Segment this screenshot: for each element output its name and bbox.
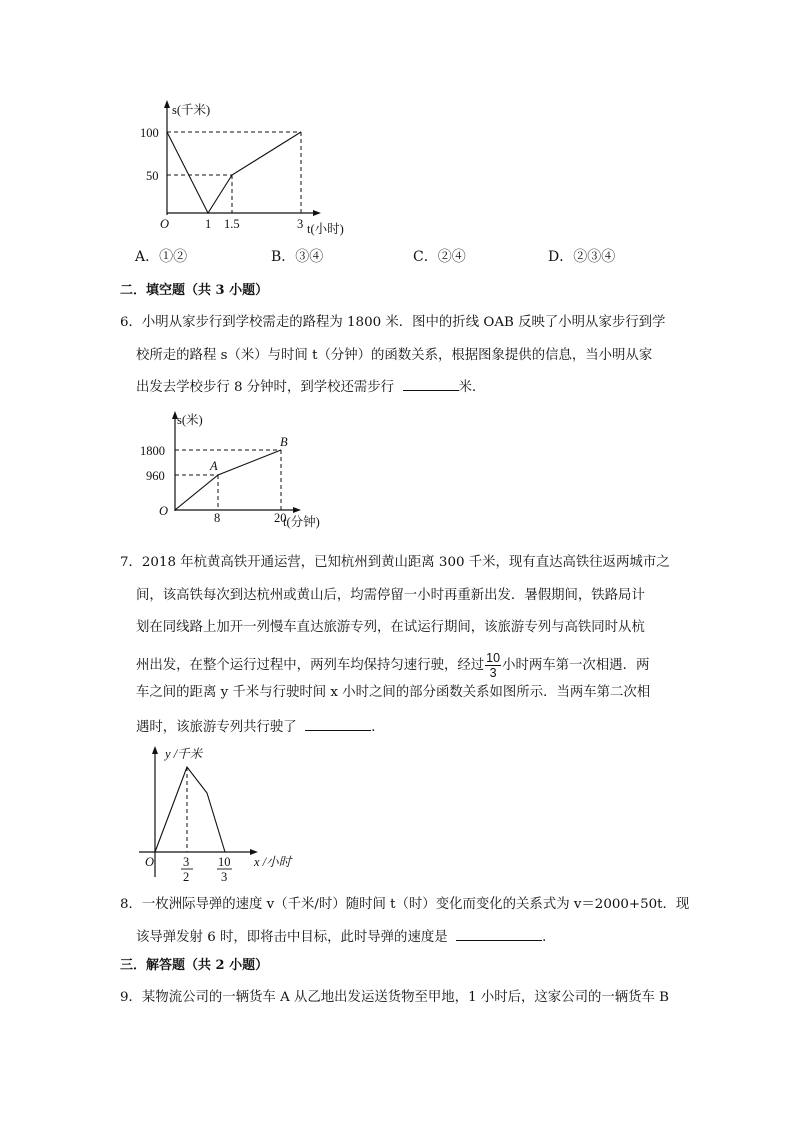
origin-label: O: [145, 855, 155, 869]
y-axis-arrow-icon: [152, 746, 158, 754]
q7-text: 遇时，该旅游专列共行驶了: [136, 720, 297, 735]
q8-line: 8．一枚洲际导弹的速度 v（千米/时）随时间 t（时）变化而变化的关系式为 v＝2000+50t．现: [120, 897, 690, 912]
q8-line-2: [136, 928, 556, 947]
fraction-numerator: 10: [486, 651, 501, 665]
y-tick-label: 50: [146, 169, 159, 183]
y-axis-label: s(千米): [172, 103, 211, 117]
origin-label: O: [160, 217, 170, 231]
option-letter: B．: [271, 249, 296, 265]
q7-line: 7．2018 年杭黄高铁开通运营，已知杭州到黄山距离 300 千米，现有直达高铁往返两城市之: [120, 555, 670, 570]
option-letter: C．: [413, 249, 438, 265]
option-text: ②③④: [573, 249, 616, 265]
section-heading-fill-in: 二．填空题（共 3 小题）: [120, 283, 269, 298]
q8-text: 该导弹发射 6 时，即将击中目标，此时导弹的速度是: [136, 930, 448, 945]
q7-line: 划在同线路上加开一列慢车直达旅游专列，在试运行期间，该旅游专列与高铁同时从杭: [136, 620, 645, 635]
y-tick-label: 960: [146, 469, 165, 483]
graph-polyline: [155, 767, 225, 852]
y-tick-label: 100: [140, 126, 159, 140]
option-text: ①②: [159, 249, 188, 265]
x-axis-label: t(小时): [307, 222, 344, 236]
x-tick-numerator: 10: [218, 855, 231, 869]
q7-line: 间，该高铁每次到达杭州或黄山后，均需停留一小时再重新出发．暑假期间，铁路局计: [136, 588, 645, 603]
option-text: ②④: [437, 249, 466, 265]
y-axis-label: y /千米: [165, 747, 203, 761]
option-text: ③④: [295, 249, 324, 265]
q9-line: 9．某物流公司的一辆货车 A 从乙地出发运送货物至甲地，1 小时后，这家公司的一辆货车 B: [120, 990, 670, 1005]
q7-text: 州出发，在整个运行过程中，两列车均保持匀速行驶，经过: [136, 658, 485, 673]
q6-unit: 米．: [458, 380, 486, 395]
q7-text: 小时两车第一次相遇．两: [502, 658, 650, 673]
x-tick-label: 1: [205, 217, 212, 231]
section-heading-solutions: 三．解答题（共 2 小题）: [120, 958, 269, 973]
x-axis-label: x /小时: [254, 855, 292, 869]
point-label-b: B: [280, 435, 288, 449]
x-axis-label: t(分钟): [283, 515, 320, 529]
q7-line: 车之间的距离 y 千米与行驶时间 x 小时之间的部分函数关系如图所示．当两车第二次相: [136, 685, 651, 700]
fraction-denominator: 3: [489, 666, 497, 680]
y-tick-label: 1800: [140, 444, 165, 458]
x-tick-denominator: 2: [183, 870, 190, 884]
q6-line: 6．小明从家步行到学校需走的路程为 1800 米．图中的折线 OAB 反映了小明从家步行到学: [120, 315, 666, 330]
x-tick-label: 8: [214, 511, 221, 525]
point-label-a: A: [210, 459, 218, 473]
origin-label: O: [159, 504, 169, 518]
q7-end: ．: [371, 720, 385, 735]
x-tick-label: 20: [274, 511, 287, 525]
q8-answer-blank[interactable]: [456, 928, 542, 941]
option-letter: D．: [548, 249, 574, 265]
q8-end: ．: [542, 930, 556, 945]
y-axis-label: s(米): [177, 413, 203, 427]
q6-text: 出发去学校步行 8 分钟时，到学校还需步行: [136, 380, 395, 395]
x-tick-label: 3: [297, 217, 304, 231]
x-tick-label: 1.5: [224, 217, 240, 231]
x-tick-numerator: 3: [183, 855, 190, 869]
option-letter: A．: [135, 249, 160, 265]
x-tick-denominator: 3: [221, 870, 228, 884]
q6-line: 校所走的路程 s（米）与时间 t（分钟）的函数关系，根据图象提供的信息，当小明从家: [136, 348, 653, 363]
